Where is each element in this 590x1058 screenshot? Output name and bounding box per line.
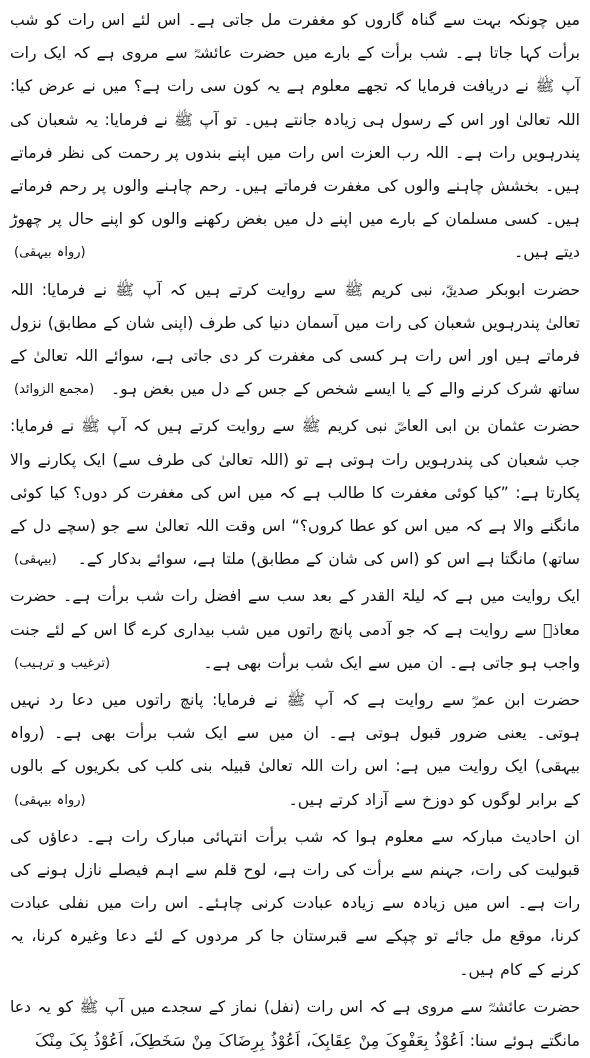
paragraph-conclusion [10, 821, 580, 987]
paragraph-text: حضرت ابوبکر صدیقؓ، نبی کریم ﷺ سے روایت کرتے ہیں کہ آپ ﷺ نے فرمایا: اللہ تعالیٰ پندرہویں شعبان کی رات میں آسمان دنیا کی طرف (اپنی شان کے مطابق) نزول فرماتے ہیں اور اس رات ہر کسی کی مغفرت کر دی جاتی ہے، سوائے اللہ تعالیٰ کے ساتھ شرک کرنے والے کے یا ایسے شخص کے جس کے دل میں بغض ہو۔ [10, 280, 580, 399]
paragraph-hadith-muaz [10, 580, 580, 680]
source-reference: (بیہقی) [14, 552, 57, 568]
paragraph-text: حضرت ابن عمرؓ سے روایت ہے کہ آپ ﷺ نے فرمایا: پانچ راتوں میں دعا رد نہیں ہوتی۔ یعنی ضرور قبول ہوتی ہے۔ ان میں سے ایک شب برأت بھی ہے۔ (رواہ بیہقی) ایک روایت میں ہے: اس رات اللہ تعالیٰ قبیلہ بنی کلب کی بکریوں کے بالوں کے برابر لوگوں کو دوزخ سے آزاد کرتے ہیں۔ [10, 691, 580, 809]
source-reference: (رواہ بیہقی) [14, 792, 86, 808]
paragraph-hadith-abu-bakr [10, 274, 580, 407]
paragraph-text: حضرت عائشہؓ سے مروی ہے کہ اس رات (نفل) نماز کے سجدے میں آپ ﷺ کو یہ دعا مانگتے ہوئے سنا: [10, 997, 580, 1051]
source-reference: (مجمع الزوائد) [14, 382, 95, 398]
paragraph-text: ان احادیث مبارکہ سے معلوم ہوا کہ شب برأت انتہائی مبارک رات ہے۔ دعاؤں کی قبولیت کی رات، جہنم سے برأت کی رات ہے، لوح قلم سے اہم فیصلے نازل ہونے کی رات ہے۔ اس میں زیادہ سے زیادہ عبادت کرنی چاہئے۔ اس رات میں نفلی عبادت کرنا، موقع مل جائے تو چپکے سے قبرستان جا کر مردوں کے لئے دعا وغیرہ کرنا، یہ کرنے کے کام ہیں۔ [10, 827, 580, 979]
paragraph-text: میں چونکہ بہت سے گناہ گاروں کو مغفرت مل جاتی ہے۔ اس لئے اس رات کو شب برأت کہا جاتا ہے۔ شب برأت کے بارے میں حضرت عائشہؓ سے مروی ہے کہ ایک رات آپ ﷺ نے دریافت فرمایا کہ تجھے معلوم ہے یہ کون سی رات ہے؟ میں نے عرض کیا: اللہ تعالیٰ اور اس کے رسول ہی زیادہ جانتے ہیں۔ تو آپ ﷺ نے فرمایا: یہ شعبان کی پندرہویں رات ہے۔ اللہ رب العزت اس رات میں اپنے بندوں پر رحمت کی نظر فرماتے ہیں۔ بخشش چاہنے والوں کی مغفرت فرماتے ہیں۔ رحم چاہنے والوں پر رحم فرماتے ہیں۔ کسی مسلمان کے بارے میں اپنے دل میں بغض رکھنے والوں کو اپنے حال پر چھوڑ دیتے ہیں۔ [10, 11, 580, 262]
arabic-dua: اَعُوْذُ بِعَفْوِکَ مِنْ عِقَابِکَ، اَعُوْذُ بِرِضَاکَ مِنْ سَخَطِکَ، اَعُوْذُ بِکَ مِنْکَ [35, 1031, 464, 1051]
paragraph-hadith-aisha-dua [10, 991, 580, 1058]
source-reference: (ترغیب و ترہیب) [14, 655, 111, 671]
source-reference: (رواہ بیہقی) [14, 245, 86, 261]
paragraph-shab-e-barat-intro [10, 4, 580, 270]
paragraph-hadith-usman [10, 410, 580, 576]
paragraph-text: ایک روایت میں ہے کہ لیلۃ القدر کے بعد سب سے افضل رات شب برأت ہے۔ حضرت معاذؓ سے روایت ہے کہ جو آدمی پانچ راتوں میں شب بیداری کرے گا اس کے لئے جنت واجب ہو جاتی ہے۔ ان میں سے ایک شب برأت بھی ہے۔ [10, 587, 580, 672]
paragraph-hadith-ibn-umar [10, 684, 580, 817]
paragraph-text: حضرت عثمان بن ابی العاصؓ نبی کریم ﷺ سے روایت کرتے ہیں کہ آپ ﷺ نے فرمایا: جب شعبان کی پندرہویں رات ہوتی ہے تو (اللہ تعالیٰ کی طرف سے) ایک پکارنے والا پکارتا ہے: ”کیا کوئی مغفرت کا طالب ہے کہ میں اس کی مغفرت کر دوں؟ کیا کوئی مانگنے والا ہے کہ میں اس کو عطا کروں؟“ اس وقت اللہ تعالیٰ سے جو (سچے دل کے ساتھ) مانگتا ہے اس کو (اس کی شان کے مطابق) ملتا ہے، سوائے بدکار کے۔ [10, 417, 580, 569]
